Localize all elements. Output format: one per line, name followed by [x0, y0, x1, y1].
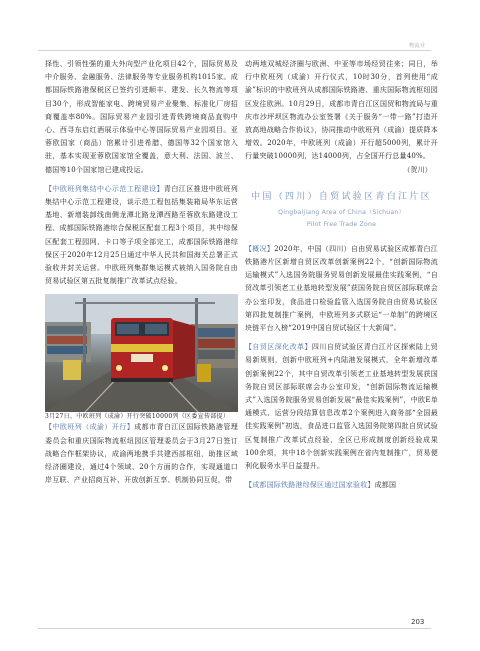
paragraph-chengyu-train [45, 421, 238, 487]
paragraph-body: 成都市青白江区国际铁路港管理委员会和重庆国际物流枢纽园区管理委员会于3月27日签订战略合作框架协议，成渝两地携手共建西部枢纽，助推区域经济圈建设，通过4个领域、20个方面的合作，实现通道口岸互联、产业招商互补、开放创新互享、机制协同互促，带 [45, 423, 238, 485]
paragraph-body: 成都国 [374, 481, 397, 490]
section-title: 中国（四川）自贸试验区青白江片区 [251, 191, 432, 202]
paragraph-reform [245, 341, 438, 473]
footer-divider [38, 628, 431, 629]
section-tag: 【概况】 [245, 244, 275, 253]
train-photo [45, 294, 238, 412]
paragraph-body: 四川自贸试验区青白江片区探索陆上贸易新规则，创新中欧班列+内陆港发展模式，全年新增改革创新案例22个，其中自贸改革引领老工业基地转型发展获国务院自贸区部际联席会办公室印发，“创新国际物流运输模式”入选国务院服务贸易创新发展“最佳实践案例”，中欧E单通模式、运营分段结算信息改革2个案例进入商务部“全国最佳实践案例”初选，食品进口监管入选国务院第四批自贸试验区复制推广改革试点经验，全区已形成制度创新经验成果100余项，其中18个创新实践案例在省内复制推广，贸易便利化服务水平日益提升。 [245, 343, 438, 471]
continued-paragraph: 动两地双城经济圈与欧洲、中亚等市场经贸往来；同日，举行中欧班列（成渝）开行仪式，10时30分，首列使用“成渝”标识的中欧班列从成都国际铁路港、重庆国际物流枢纽园区发往欧洲。10月29日，成都市青白江区国贸和物流局与重庆市沙坪坝区物流办公室签署《关于服务“一带一路”打造开放高地战略合作协议》，协同推动中欧班列（成渝）提质降本增效。2020年，中欧班列（成渝）开行超5000列，累计开行量突破10000列，达14000列，占全国开行总量40%。 [245, 60, 438, 161]
paragraph-bonded-zone [245, 479, 438, 492]
author-credit: （贺川） [403, 165, 432, 174]
continued-paragraph: 择性、引领性强的重大外向型产业化项目42个，国际贸易及中介服务、金融服务、法律服务等专业服务机构1015家。成都国际铁路港保税区已签约引进顺丰、建发、长久物流等项目30个，形成智能家电、跨境贸易产业聚集，标准化厂房招商覆盖率80%。国际贸易产业园引进青铁跨境商品直购中心、西寻东启红酒展示体验中心等国际贸易产业园项目。亚蓉欧国家（商品）馆累计引进希腊、德国等32个国家馆入驻，基本实现亚蓉欧国家馆全覆盖，意大利、法国、波兰、德国等10个国家馆已建成投运。 [45, 60, 238, 174]
paragraph-overview [245, 243, 438, 335]
section-title-english-line2: Pilot Free Trade Zone [306, 220, 377, 228]
paragraph-rail-hub [45, 183, 238, 289]
right-column [245, 58, 438, 492]
section-tag: 【成都国际铁路港综保区通过国家验收】 [245, 481, 375, 490]
running-header: 物流业 [409, 43, 426, 49]
page-number: 203 [411, 618, 425, 626]
section-tag: 【自贸区深化改革】 [245, 343, 312, 352]
photo-caption: 3月27日，中欧班列（成渝）开行突破10000列（区委宣传部提） [45, 413, 230, 421]
left-column [45, 58, 238, 487]
paragraph-body: 青白江区推进中欧班列集结中心示范工程建设，谈示范工程包括集装箱局华东运营基地、新增装卸线南侧龙潭北路龙潭西路至蓉欧东路建设工程、成都国际铁路港综合保税区配套工程3个项目，其中综保区配套工程园网、卡口等子项全部完工，成都国际铁路港综保区于2020年12月25日通过中华人民共和国海关总署正式验收并封关运营。中欧班列集群集运模式被纳入国务院自由贸易试验区第五批复制推广改革试点经验。 [45, 184, 239, 286]
section-tag: 【中欧班列（成渝）开行】 [45, 423, 135, 432]
section-title-english: Qingbaijiang Area of China（Sichuan） [278, 208, 405, 216]
paragraph-body: 2020年，中国（四川）自由贸易试验区成都青白江铁路港片区新增自贸区改革创新案例22个，“创新国际物流运输模式”入选国务院服务贸易创新发展最佳实践案例，“自贸改革引领老工业基地转型发展”获国务院自贸区部际联席会办公室印发，食品进口检验监管入选国务院自由贸易试验区第四批复制推广案例，中欧班列多式联运“一单制”的跨境区块链平台入榜“2019中国自贸试验区十大新闻”。 [245, 244, 438, 333]
header-divider [38, 50, 431, 51]
freight-train-illustration [45, 294, 238, 412]
section-tag: 【中欧班列集结中心示范工程建设】 [45, 184, 164, 193]
